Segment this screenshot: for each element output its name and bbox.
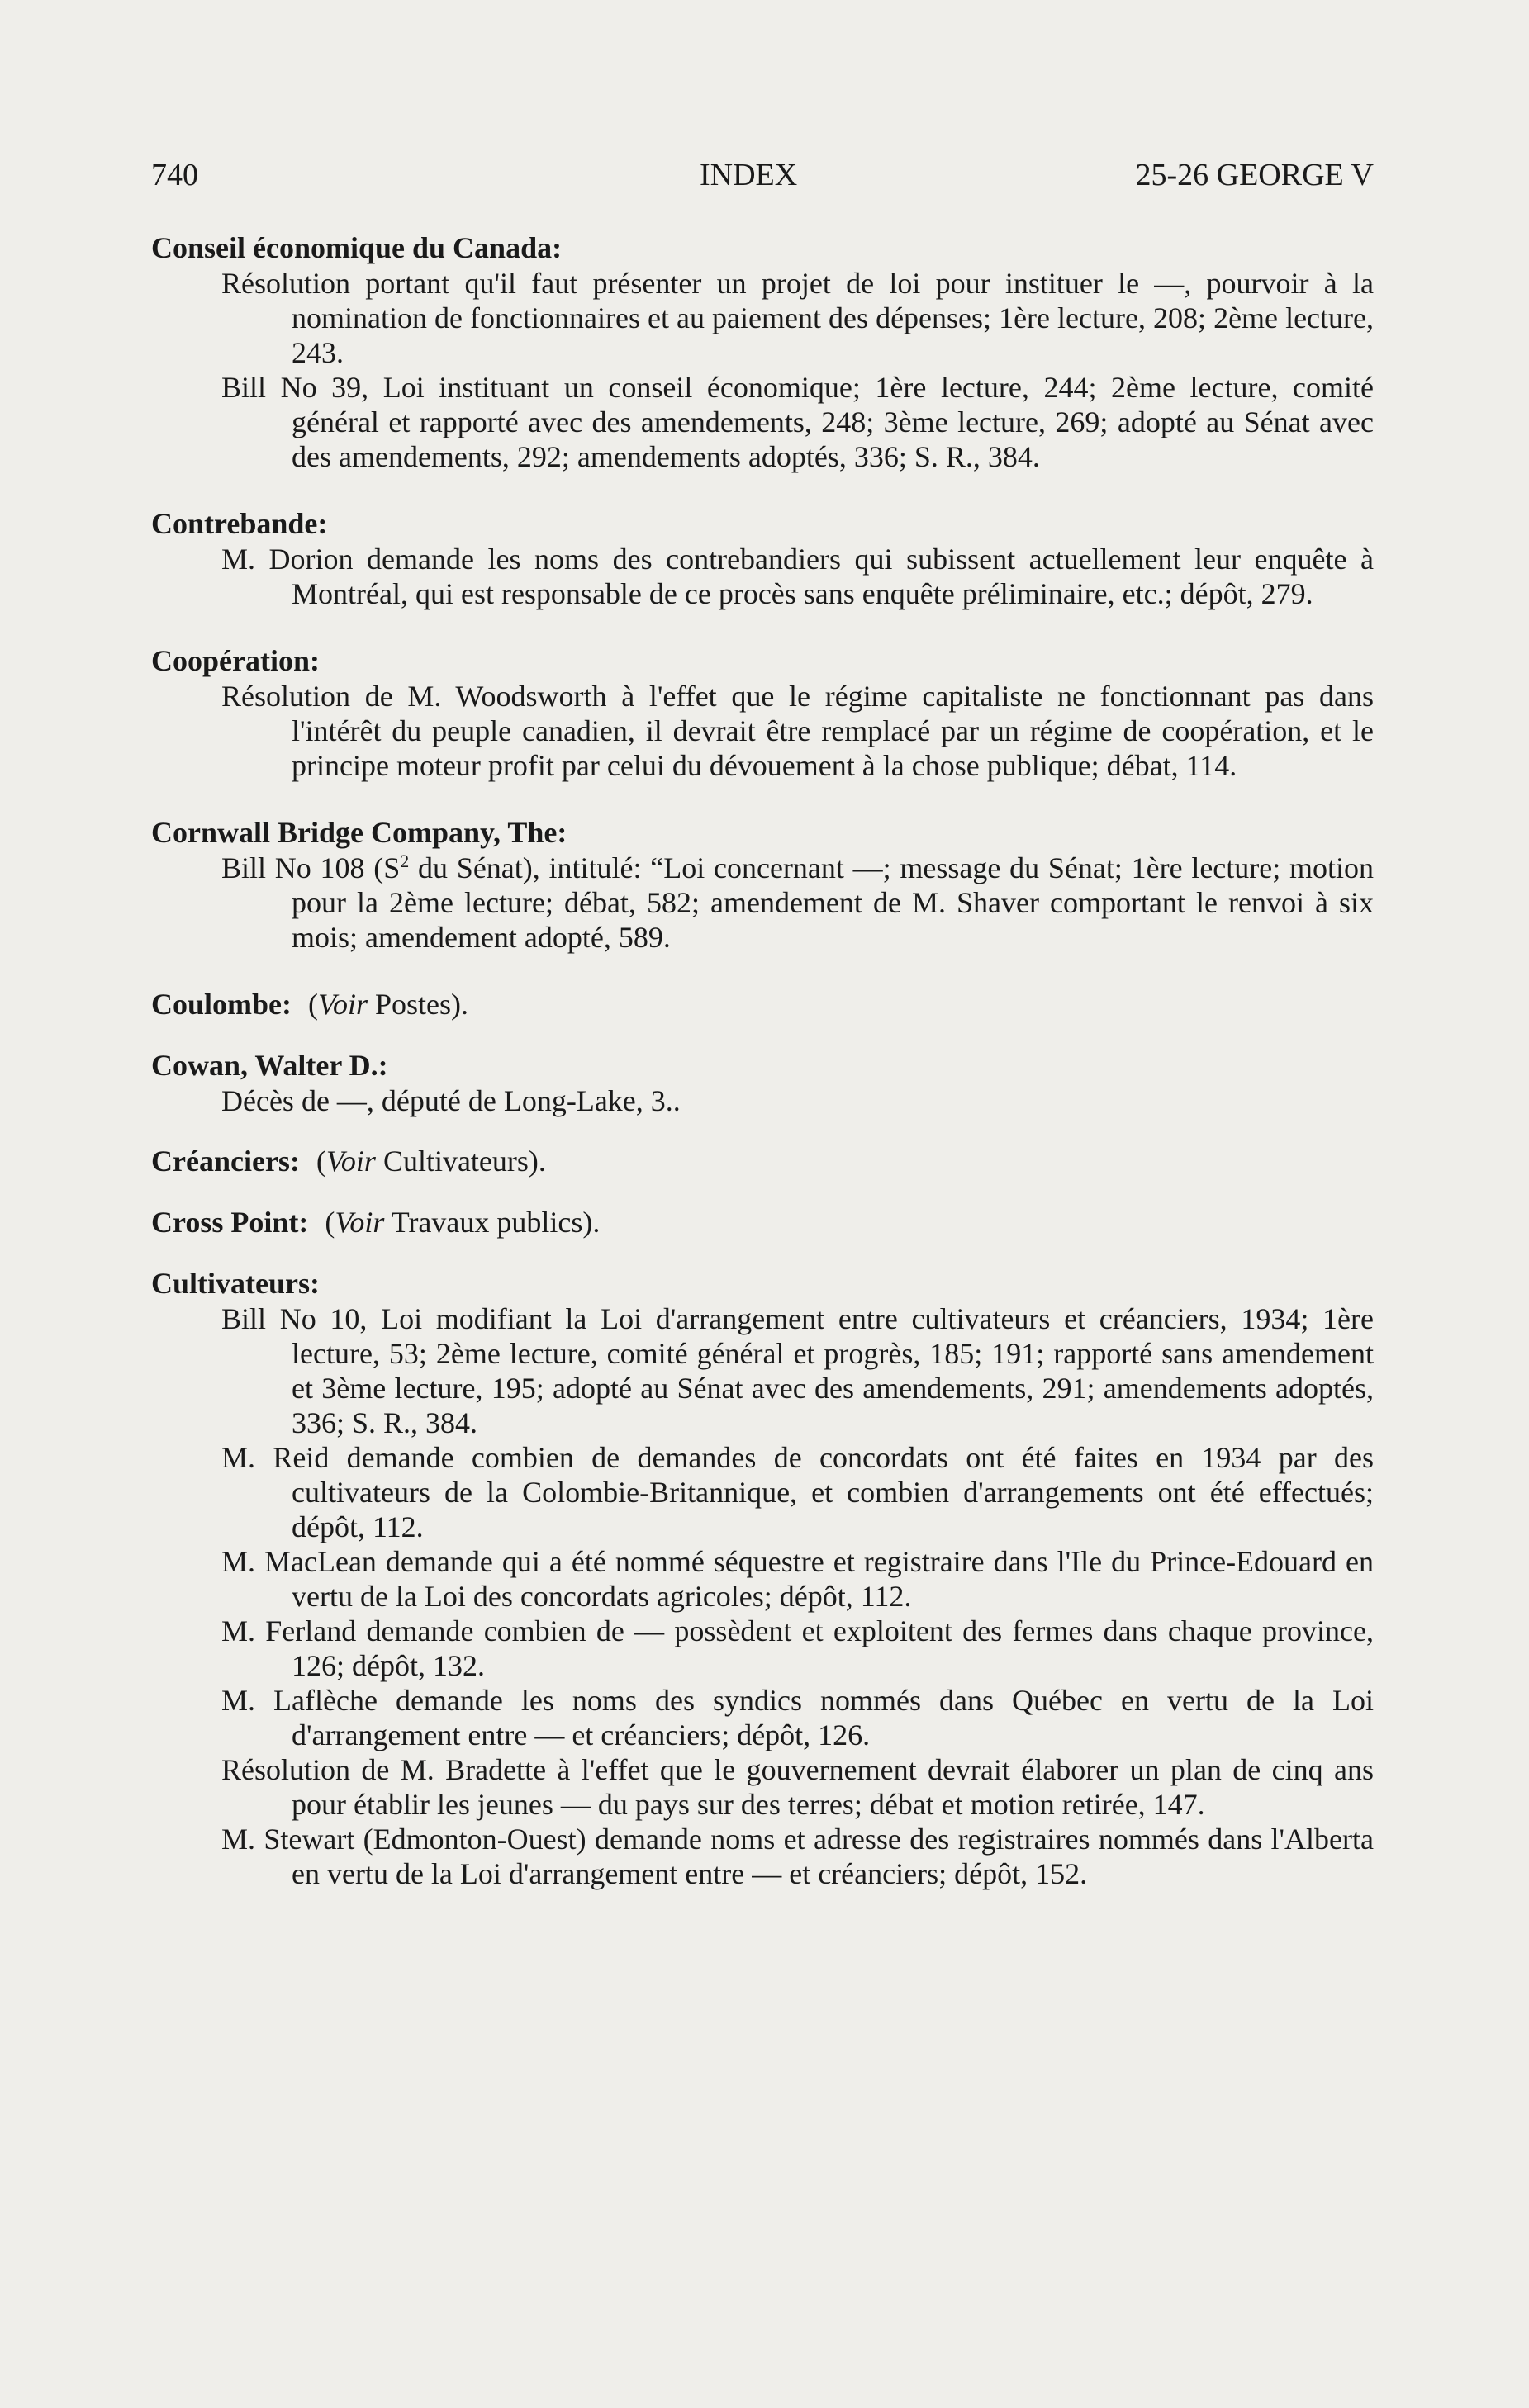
entry-heading: Coulombe: (151, 988, 292, 1021)
bill-prefix: Bill No 108 (S (221, 851, 401, 884)
entry-item: M. MacLean demande qui a été nommé séquestre et registraire dans l'Ile du Prince-Edouard en vertu de la Loi des concordats agricoles; dépôt, 112. (221, 1545, 1374, 1613)
entry-heading: Contrebande: (151, 507, 328, 540)
entry-item: M. Stewart (Edmonton-Ouest) demande noms et adresse des registraires nommés dans l'Alberta en vertu de la Loi d'arrangement entre — et créanciers; dépôt, 152. (221, 1823, 1374, 1890)
entry-heading: Conseil économique du Canada: (151, 231, 563, 264)
index-entry-cross-point (151, 1204, 1374, 1240)
entry-heading: Coopération: (151, 644, 320, 677)
index-entry-cornwall-bridge (151, 814, 1374, 955)
see-word: Voir (325, 1145, 376, 1178)
see-word: Voir (318, 988, 368, 1021)
see-target: Cultivateurs (382, 1145, 529, 1178)
index-entry-cultivateurs (151, 1265, 1374, 1891)
entry-item: Résolution de M. Woodsworth à l'effet que le régime capitaliste ne fonctionnant pas dans l'intérêt du peuple canadien, il devrait être remplacé par un régime de coopération, et le principe moteur profit par celui du dévouement à la chose publique; débat, 114. (221, 680, 1374, 782)
bill-rest: du Sénat), intitulé: “Loi concernant —; message du Sénat; 1ère lecture; motion pour la 2ème lecture; débat, 582; amendement de M. Shaver comportant le renvoi à six mois; amendement adopté, 589. (292, 851, 1375, 954)
entry-item: M. Reid demande combien de demandes de concordats ont été faites en 1934 par des cultivateurs de la Colombie-Britannique, et combien d'arrangements ont été effectués; dépôt, 112. (221, 1441, 1374, 1543)
running-header (151, 157, 1374, 197)
entry-item (151, 851, 1374, 955)
entry-heading: Créanciers: (151, 1145, 300, 1178)
see-word: Voir (335, 1206, 385, 1239)
index-entry-coulombe (151, 986, 1374, 1022)
index-entry-cowan (151, 1047, 1374, 1118)
entry-item: Bill No 10, Loi modifiant la Loi d'arrangement entre cultivateurs et créanciers, 1934; 1ère lecture, 53; 2ème lecture, comité général et progrès, 185; 191; rapporté sans amendement et 3ème lecture, 195; adopté au Sénat avec des amendements, 291; amendements adoptés, 336; S. R., 384. (221, 1302, 1374, 1439)
see-target: Postes (375, 988, 452, 1021)
entry-heading: Cornwall Bridge Company, The: (151, 816, 567, 849)
entry-heading: Cross Point: (151, 1206, 309, 1239)
entry-heading: Cowan, Walter D.: (151, 1049, 388, 1082)
cross-reference: (Voir Travaux publics). (325, 1206, 601, 1239)
cross-reference: (Voir Cultivateurs). (316, 1145, 546, 1178)
index-entry-conseil-economique (151, 230, 1374, 474)
index-entry-creanciers (151, 1143, 1374, 1179)
index-entry-cooperation (151, 642, 1374, 783)
see-target: Travaux publics (391, 1206, 583, 1239)
index-entry-contrebande (151, 505, 1374, 611)
entry-item: M. Laflèche demande les noms des syndics nommés dans Québec en vertu de la Loi d'arrangement entre — et créanciers; dépôt, 126. (221, 1684, 1374, 1751)
index-page (151, 157, 1374, 1922)
superscript: 2 (400, 851, 410, 871)
running-title: INDEX (700, 158, 798, 192)
entry-item: M. Ferland demande combien de — possèdent et exploitent des fermes dans chaque province, 126; dépôt, 132. (221, 1614, 1374, 1682)
cross-reference: (Voir Postes). (308, 988, 469, 1021)
entry-item: Résolution portant qu'il faut présenter un projet de loi pour instituer le —, pourvoir à la nomination de fonctionnaires et au paiement des dépenses; 1ère lecture, 208; 2ème lecture, 243. (221, 267, 1374, 369)
entry-item: Décès de —, député de Long-Lake, 3.. (221, 1084, 681, 1117)
entry-item: Résolution de M. Bradette à l'effet que le gouvernement devrait élaborer un plan de cinq ans pour établir les jeunes — du pays sur des terres; débat et motion retirée, 147. (221, 1753, 1374, 1821)
page-number: 740 (151, 158, 198, 192)
entry-item: M. Dorion demande les noms des contrebandiers qui subissent actuellement leur enquête à Montréal, qui est responsable de ce procès sans enquête préliminaire, etc.; dépôt, 279. (221, 543, 1374, 610)
volume-label: 25-26 GEORGE V (1135, 158, 1374, 192)
entry-item: Bill No 39, Loi instituant un conseil économique; 1ère lecture, 244; 2ème lecture, comité général et rapporté avec des amendements, 248; 3ème lecture, 269; adopté au Sénat avec des amendements, 292; amendements adoptés, 336; S. R., 384. (221, 371, 1374, 473)
entry-heading: Cultivateurs: (151, 1267, 320, 1300)
